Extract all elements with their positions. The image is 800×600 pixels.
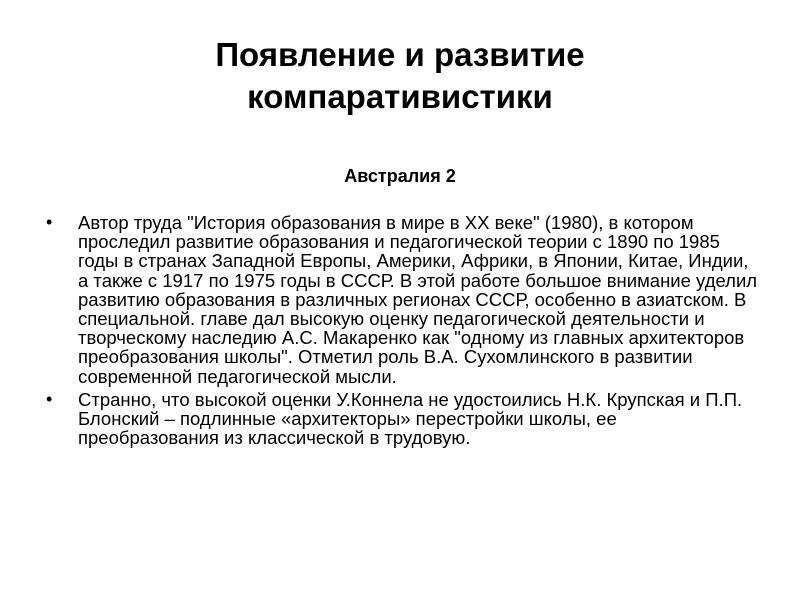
- slide-subtitle: Австралия 2: [344, 166, 456, 186]
- bullet-list: [46, 213, 762, 451]
- bullet-item: [46, 390, 762, 448]
- bullet-item: [46, 213, 762, 386]
- bullet-text: Автор труда "История образования в мире в XX веке" (1980), в котором проследил развитие образования и педагогической теории с 1890 по 1985 годы в странах Западной Европы, Америки, Африки, в Японии, Китае, Индии, а также с 1917 по 1975 годы в СССР. В этой работе большое внимание уделил развитию образования в различных регионах СССР, особенно в азиатском. В специальной. главе дал высокую оценку педагогической деятельности и творческому наследию А.С. Макаренко как "одному из главных архитекторов преобразования школы". Отметил роль В.А. Сухомлинского в развитии современной педагогической мысли.: [78, 212, 758, 387]
- title-line-2: компаративистики: [247, 78, 553, 115]
- bullet-dot-icon: •: [46, 212, 53, 232]
- slide-title: [100, 34, 700, 118]
- title-line-1: Появление и развитие: [215, 36, 585, 73]
- bullet-dot-icon: •: [46, 388, 53, 409]
- bullet-text: Странно, что высокой оценки У.Коннела не удостоились Н.К. Крупская и П.П. Блонский – подлинные «архитекторы» перестройки школы, ее преобразования из классической в трудовую.: [78, 388, 743, 449]
